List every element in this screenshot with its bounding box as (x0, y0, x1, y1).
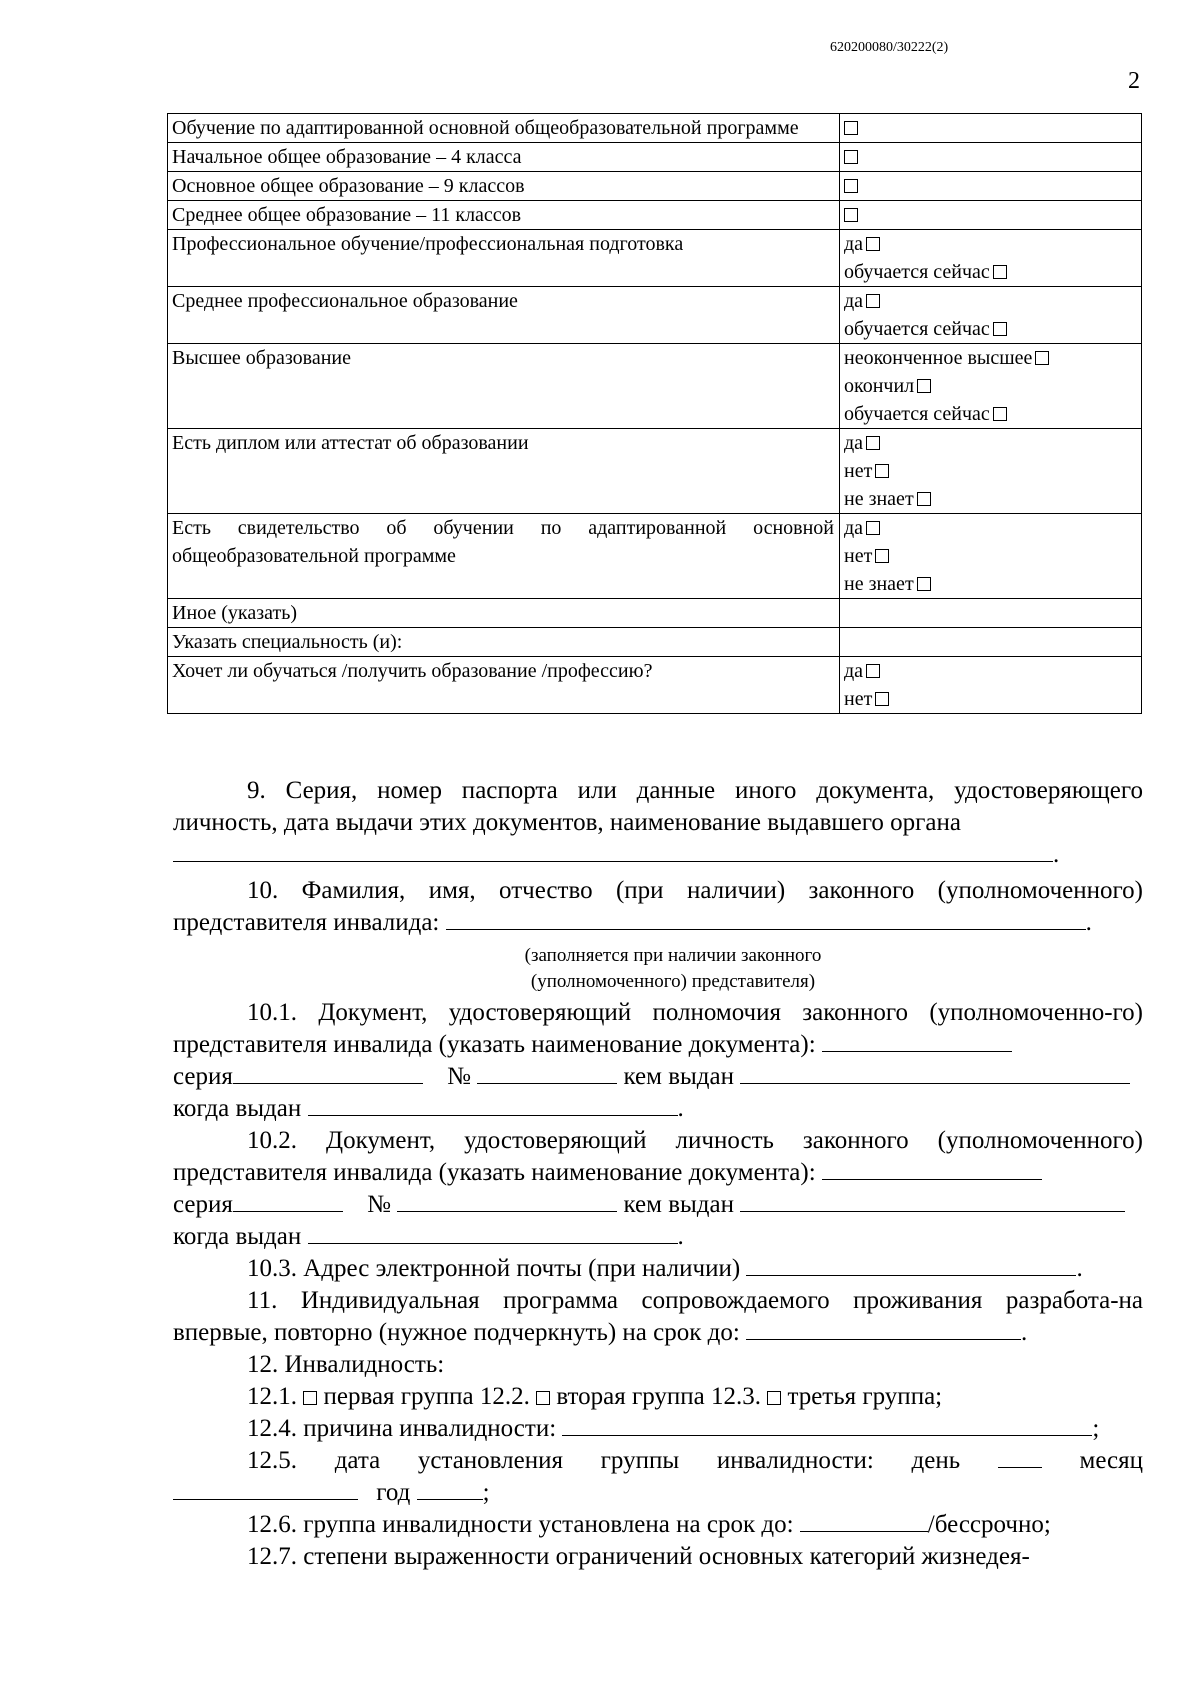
education-row-options (840, 230, 1142, 287)
education-row-options (840, 287, 1142, 344)
education-option (844, 400, 1136, 428)
section-9-blank[interactable] (173, 839, 1053, 862)
issued-when-label: когда выдан (173, 1223, 302, 1250)
education-row (168, 287, 1142, 344)
issued-by-label: кем выдан (623, 1063, 734, 1090)
section-10-2-series-line (173, 1189, 1143, 1221)
education-option (844, 570, 1136, 598)
education-row-label: Начальное общее образование – 4 класса (168, 143, 840, 172)
education-option-label: нет (844, 688, 873, 710)
authority-series-blank[interactable] (233, 1061, 423, 1084)
education-row-options (840, 429, 1142, 514)
section-10-3-text: 10.3. Адрес электронной почты (при наличии) (247, 1255, 741, 1282)
education-row (168, 172, 1142, 201)
section-12-5-text: 12.5. дата установления группы инвалидности: день (247, 1447, 961, 1474)
education-option-checkbox[interactable] (875, 464, 889, 478)
document-body (173, 775, 1143, 1573)
education-row-options (840, 599, 1142, 628)
disability-cause-blank[interactable] (562, 1413, 1092, 1436)
education-row-label: Профессиональное обучение/профессиональная подготовка (168, 230, 840, 287)
section-10-1 (173, 997, 1143, 1061)
education-option-checkbox[interactable] (993, 322, 1007, 336)
day-blank[interactable] (998, 1445, 1042, 1468)
education-option (844, 372, 1136, 400)
education-row-options (840, 201, 1142, 230)
section-10-1-date-line: когда выдан . (173, 1095, 684, 1122)
education-option (844, 685, 1136, 713)
group-3-label: третья группа; (787, 1383, 943, 1410)
education-row-label: Есть диплом или аттестат об образовании (168, 429, 840, 514)
month-blank[interactable] (173, 1477, 358, 1500)
section-9 (173, 775, 1143, 839)
education-option-checkbox[interactable] (1035, 351, 1049, 365)
section-12 (173, 1349, 1143, 1381)
education-option-checkbox[interactable] (875, 549, 889, 563)
authority-issued-by-blank[interactable] (740, 1061, 1130, 1084)
education-option (844, 230, 1136, 258)
education-option-checkbox[interactable] (917, 379, 931, 393)
seria-label: серия (173, 1063, 233, 1090)
education-option-label: обучается сейчас (844, 318, 990, 340)
education-row (168, 230, 1142, 287)
education-option-label: нет (844, 460, 873, 482)
education-row (168, 201, 1142, 230)
identity-document-blank[interactable] (822, 1157, 1042, 1180)
authority-number-blank[interactable] (477, 1061, 617, 1084)
education-option (844, 542, 1136, 570)
perpetual-label: /бессрочно; (927, 1511, 1051, 1538)
section-10-1-text: 10.1. Документ, удостоверяющий полномочия законного (уполномоченно-го) представителя инвалида (указать наименование документа): (173, 999, 1143, 1058)
education-row-label: Есть свидетельство об обучении по адаптированной основной общеобразовательной программе (168, 514, 840, 599)
education-row-options (840, 628, 1142, 657)
education-row-label: Обучение по адаптированной основной общеобразовательной программе (168, 114, 840, 143)
education-option-label: да (844, 660, 864, 682)
education-table-body (168, 114, 1142, 714)
education-option-checkbox[interactable] (866, 294, 880, 308)
education-option (844, 514, 1136, 542)
group-2-label: вторая группа 12.3. (556, 1383, 761, 1410)
authority-document-blank[interactable] (822, 1029, 1012, 1052)
education-option-checkbox[interactable] (866, 664, 880, 678)
education-option-checkbox[interactable] (844, 208, 858, 222)
education-row (168, 599, 1142, 628)
education-option (844, 457, 1136, 485)
section-10-2 (173, 1125, 1143, 1189)
group-1-checkbox[interactable] (303, 1391, 317, 1405)
education-option-checkbox[interactable] (917, 577, 931, 591)
education-row-label: Высшее образование (168, 344, 840, 429)
section-9-text: 9. Серия, номер паспорта или данные иного документа, удостоверяющего личность, дата выдачи этих документов, наименование выдавшего органа (173, 777, 1143, 836)
education-row-options (840, 172, 1142, 201)
education-option-label: неоконченное высшее (844, 347, 1033, 369)
section-10-3: 10.3. Адрес электронной почты (при наличии) . (247, 1255, 1083, 1282)
education-option (844, 143, 1136, 171)
education-row (168, 344, 1142, 429)
identity-series-blank[interactable] (233, 1189, 343, 1212)
group-2-checkbox[interactable] (536, 1391, 550, 1405)
education-option (844, 485, 1136, 513)
education-option-label: не знает (844, 573, 914, 595)
education-option (844, 657, 1136, 685)
education-option (844, 287, 1136, 315)
section-10-text: 10. Фамилия, имя, отчество (при наличии) законного (уполномоченного) представителя инвалида: (173, 877, 1143, 936)
education-row-label: Хочет ли обучаться /получить образование /профессию? (168, 657, 840, 714)
education-row-label: Иное (указать) (168, 599, 840, 628)
education-option-label: да (844, 233, 864, 255)
education-option-checkbox[interactable] (917, 492, 931, 506)
education-option-checkbox[interactable] (993, 265, 1007, 279)
email-blank[interactable] (746, 1253, 1076, 1276)
number-sign: № (447, 1063, 471, 1090)
education-row (168, 628, 1142, 657)
identity-issued-date-blank[interactable] (308, 1221, 678, 1244)
issued-by-label: кем выдан (623, 1191, 734, 1218)
section-10-note-line-2: (уполномоченного) представителя) (530, 971, 816, 992)
document-number: 620200080/30222(2) (830, 40, 949, 55)
education-option-label: не знает (844, 488, 914, 510)
disability-term-blank[interactable] (800, 1509, 928, 1532)
representative-name-blank[interactable] (446, 907, 1086, 930)
group-3-checkbox[interactable] (767, 1391, 781, 1405)
number-sign: № (367, 1191, 391, 1218)
education-option-checkbox[interactable] (844, 179, 858, 193)
section-10-note-line-1: (заполняется при наличии законного (524, 945, 822, 966)
section-12-6 (173, 1509, 1143, 1541)
section-10-1-series-line (173, 1061, 1143, 1093)
education-option-checkbox[interactable] (844, 121, 858, 135)
section-12-1-label: 12.1. (247, 1383, 297, 1410)
seria-label: серия (173, 1191, 233, 1218)
section-12-6-text: 12.6. группа инвалидности установлена на срок до: (247, 1511, 794, 1538)
education-option (844, 114, 1136, 142)
education-row-options (840, 514, 1142, 599)
education-option (844, 344, 1136, 372)
page-number: 2 (1128, 68, 1140, 94)
group-1-label: первая группа 12.2. (323, 1383, 530, 1410)
section-10-2-date-line: когда выдан . (173, 1223, 684, 1250)
section-10: 10. Фамилия, имя, отчество (при наличии) законного (уполномоченного) представителя инвалида: . (173, 877, 1143, 936)
education-row-label: Среднее общее образование – 11 классов (168, 201, 840, 230)
education-option-checkbox[interactable] (866, 436, 880, 450)
education-row (168, 114, 1142, 143)
education-row (168, 657, 1142, 714)
section-12-text: 12. Инвалидность: (247, 1351, 445, 1378)
section-12-1 (173, 1381, 1143, 1413)
education-option-label: да (844, 432, 864, 454)
month-label: месяц (1079, 1447, 1144, 1474)
education-option (844, 201, 1136, 229)
education-row-options (840, 143, 1142, 172)
education-row-options (840, 657, 1142, 714)
year-label: год (376, 1479, 411, 1506)
education-row (168, 429, 1142, 514)
education-option-checkbox[interactable] (993, 407, 1007, 421)
section-10-note (463, 943, 883, 995)
education-option (844, 258, 1136, 286)
education-row (168, 514, 1142, 599)
section-12-5 (173, 1445, 1143, 1477)
education-table (167, 113, 1142, 714)
issued-when-label: когда выдан (173, 1095, 302, 1122)
identity-issued-by-blank[interactable] (740, 1189, 1125, 1212)
education-row-label: Основное общее образование – 9 классов (168, 172, 840, 201)
education-option (844, 172, 1136, 200)
education-option (844, 429, 1136, 457)
program-term-blank[interactable] (746, 1317, 1021, 1340)
authority-issued-date-blank[interactable] (308, 1093, 678, 1116)
section-12-5-line-2: год ; (173, 1477, 1143, 1509)
section-12-4-text: 12.4. причина инвалидности: (247, 1415, 557, 1442)
education-option-label: обучается сейчас (844, 261, 990, 283)
education-option-checkbox[interactable] (844, 150, 858, 164)
education-option-label: окончил (844, 375, 915, 397)
education-row-options (840, 344, 1142, 429)
section-12-4: 12.4. причина инвалидности: ; (247, 1415, 1100, 1442)
section-11-text: 11. Индивидуальная программа сопровождаемого проживания разработа-на впервые, повторно (нужное подчеркнуть) на срок до: (173, 1287, 1143, 1346)
education-option (844, 315, 1136, 343)
education-row-label: Среднее профессиональное образование (168, 287, 840, 344)
education-row-options (840, 114, 1142, 143)
identity-number-blank[interactable] (397, 1189, 617, 1212)
education-row (168, 143, 1142, 172)
year-blank[interactable] (417, 1477, 483, 1500)
education-option-checkbox[interactable] (866, 521, 880, 535)
section-12-7-text: 12.7. степени выраженности ограничений основных категорий жизнедея- (247, 1543, 1030, 1570)
section-11: 11. Индивидуальная программа сопровождаемого проживания разработа-на впервые, повторно (нужное подчеркнуть) на срок до: . (173, 1287, 1143, 1346)
education-option-checkbox[interactable] (866, 237, 880, 251)
section-12-7 (173, 1541, 1143, 1573)
education-row-label: Указать специальность (и): (168, 628, 840, 657)
education-option-label: нет (844, 545, 873, 567)
section-9-fill-line: . (173, 839, 1143, 871)
section-10-2-text: 10.2. Документ, удостоверяющий личность законного (уполномоченного) представителя инвалида (указать наименование документа): (173, 1127, 1143, 1186)
education-option-label: да (844, 290, 864, 312)
education-option-label: обучается сейчас (844, 403, 990, 425)
education-option-checkbox[interactable] (875, 692, 889, 706)
education-option-label: да (844, 517, 864, 539)
